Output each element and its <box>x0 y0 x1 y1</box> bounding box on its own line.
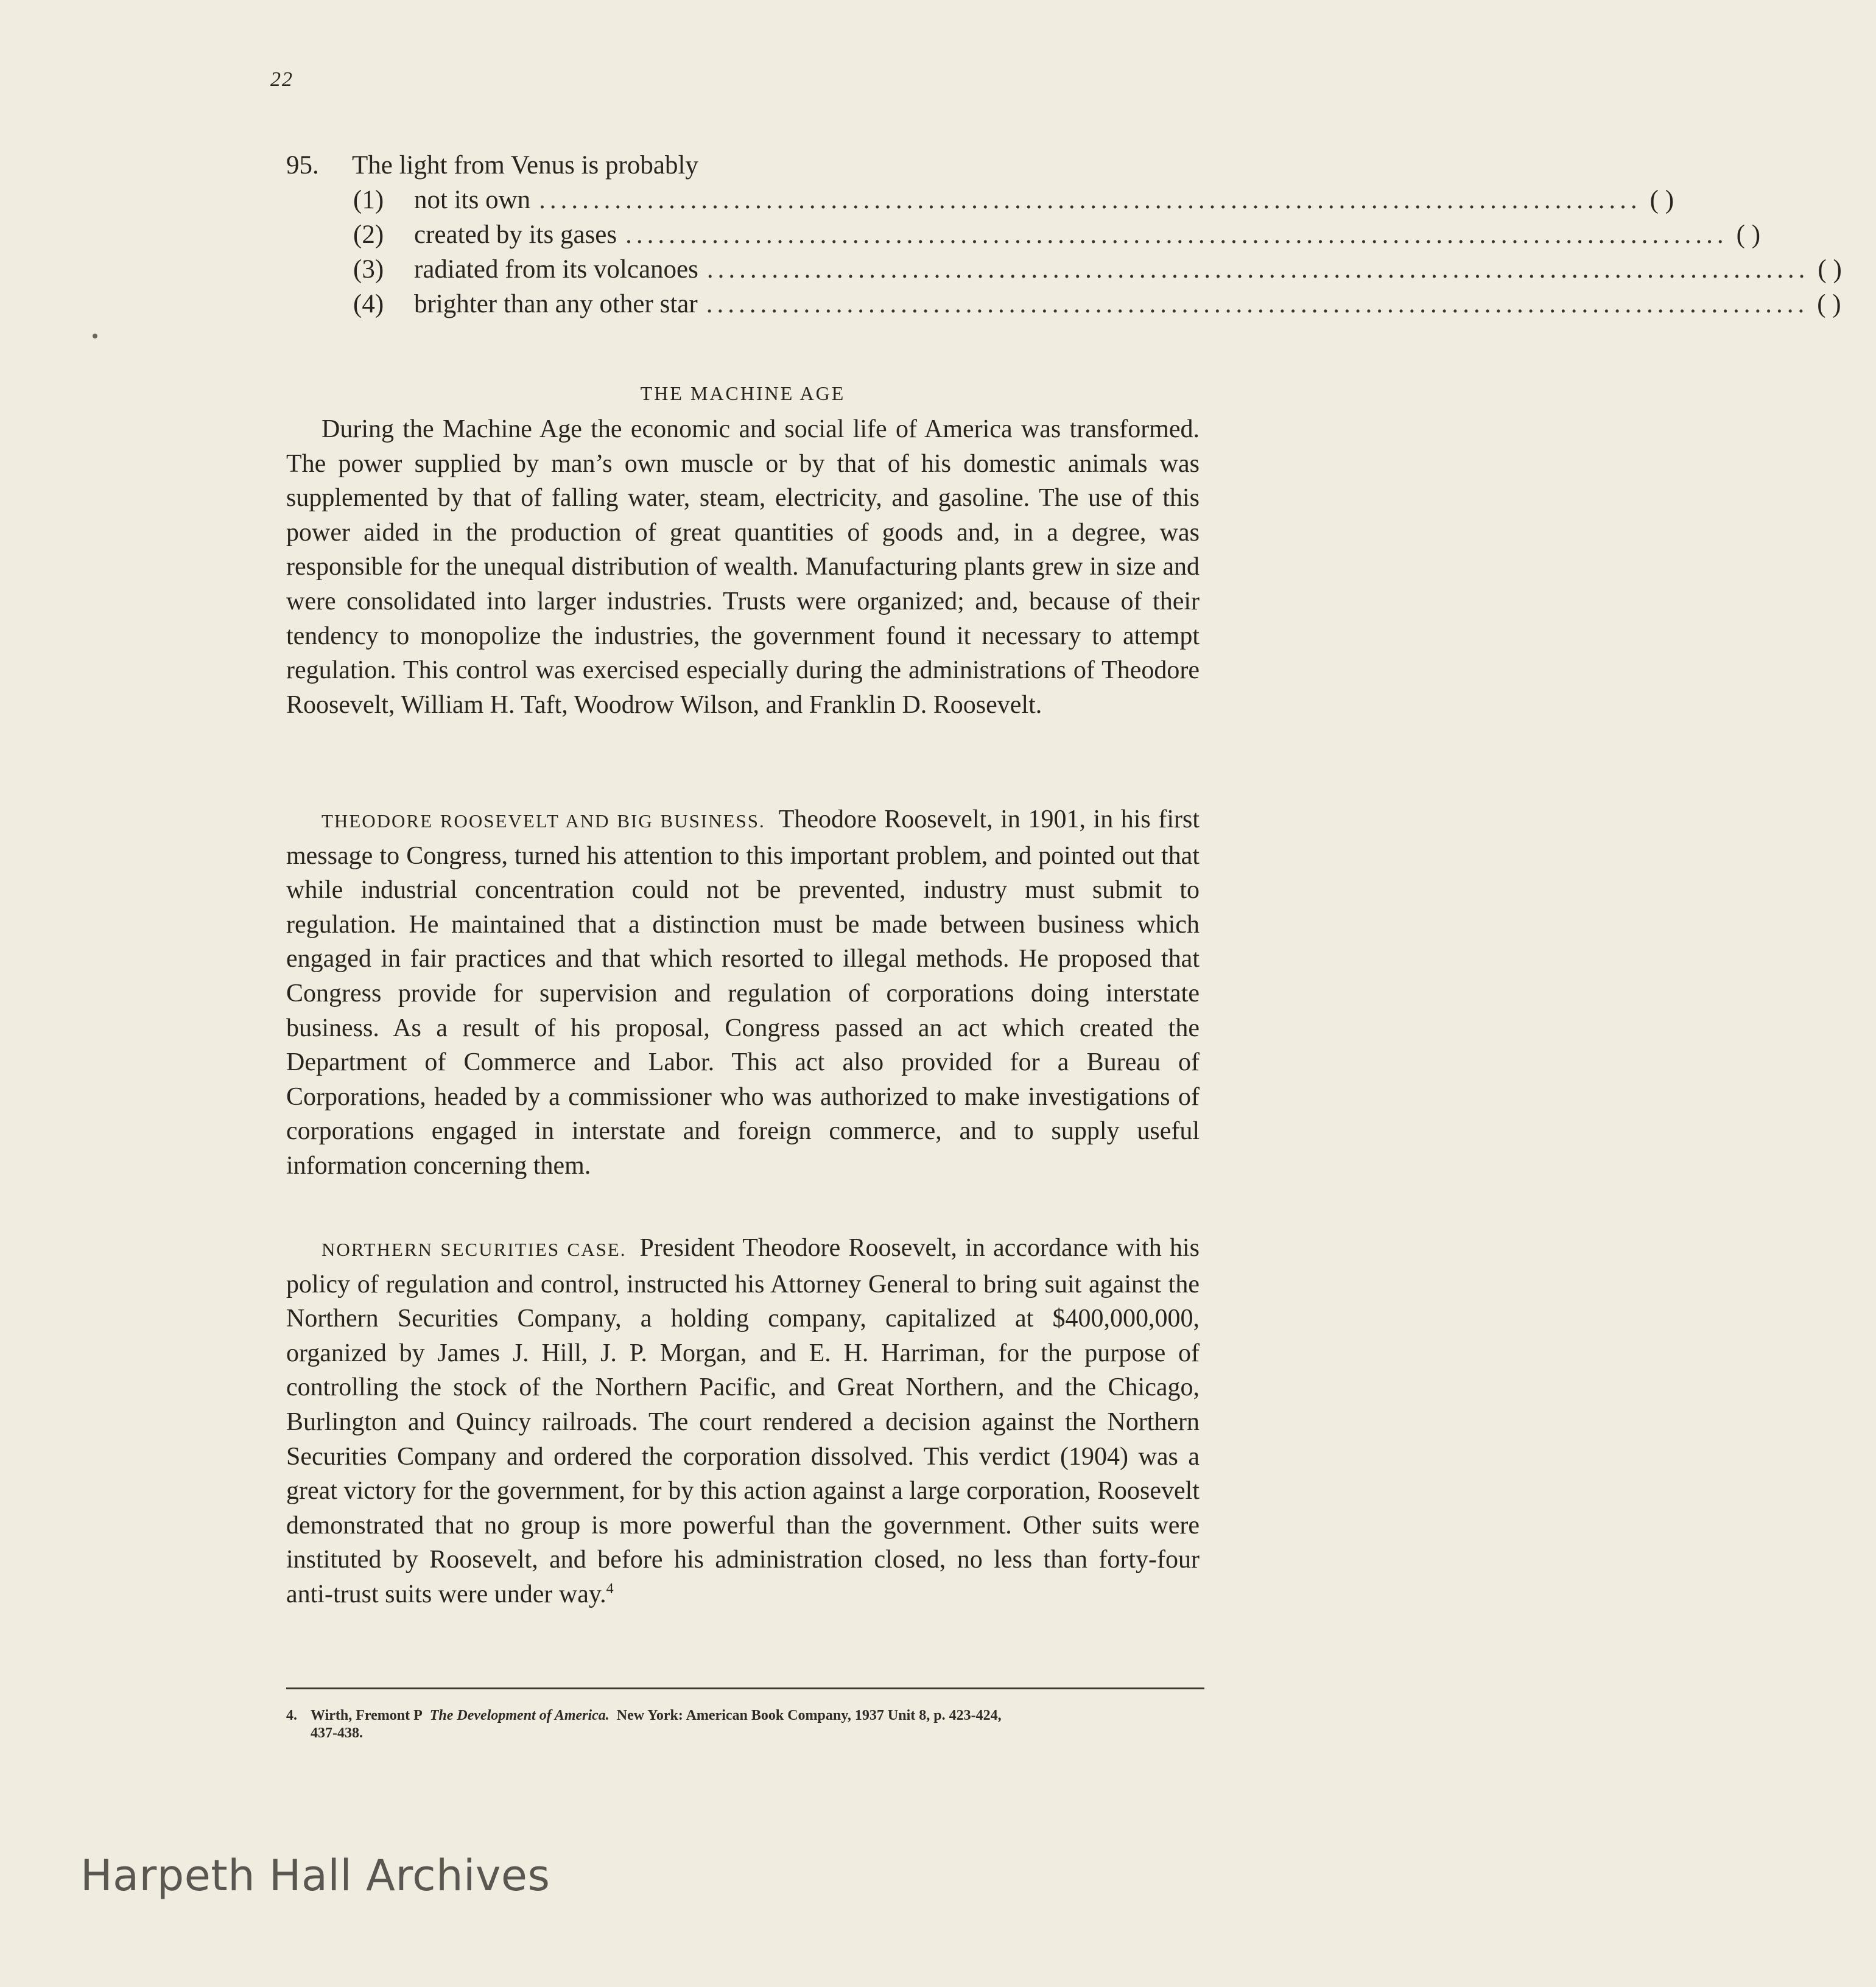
option-text: created by its gases <box>414 220 617 249</box>
answer-option <box>353 287 1841 321</box>
answer-option <box>353 252 1842 287</box>
option-number: (3) <box>353 255 384 284</box>
option-text: not its own <box>414 186 531 214</box>
run-in-heading: THEODORE ROOSEVELT AND BIG BUSINESS. <box>321 810 765 832</box>
footnote-details: New York: American Book Company, 1937 Unit 8, p. 423-424, <box>616 1708 1002 1723</box>
question-text: The light from Venus is probably <box>352 151 698 180</box>
dot-leader: ...................................................................................................... <box>625 220 1728 249</box>
footnote-title: The Development of America. <box>429 1708 610 1723</box>
answer-blank: ( ) <box>1817 290 1841 318</box>
question-number: 95. <box>286 151 319 180</box>
answer-blank: ( ) <box>1818 255 1842 284</box>
archive-watermark: Harpeth Hall Archives <box>80 1851 550 1901</box>
option-number: (1) <box>353 186 384 214</box>
paragraph-text: President Theodore Roosevelt, in accordance with his policy of regulation and control, instructed his Attorney General to bring suit against the Northern Securities Company, a holding company, capitalized at $400,000,000, organized by James J. Hill, J. P. Morgan, and E. H. Harriman, for the purpose of controlling the stock of the Northern Pacific, and Great Northern, and the Chicago, Burlington and Quincy railroads. The court rendered a decision against the Northern Securities Company and ordered the corporation dissolved. This verdict (1904) was a great victory for the government, for by this action against a large corporation, Roosevelt demonstrated that no group is more powerful than the government. Other suits were instituted by Roosevelt, and before his administration closed, no less than forty-four anti-trust suits were under way. <box>286 1234 1200 1608</box>
paragraph-body <box>286 802 1200 1183</box>
paragraph-machine-age <box>286 412 1200 722</box>
footnote <box>286 1707 1206 1742</box>
paragraph-northern-securities <box>286 1231 1200 1612</box>
paragraph-text: Theodore Roosevelt, in 1901, in his first message to Congress, turned his attention to this important problem, and pointed out that while industrial concentration could not be prevented, industry must submit to regulation. He maintained that a distinction must be made between business which engaged in fair practices and that which resorted to illegal methods. He proposed that Congress provide for supervision and regulation of corporations doing interstate business. As a result of his proposal, Congress passed an act which created the Department of Commerce and Labor. This act also provided for a Bureau of Corporations, headed by a commissioner who was authorized to make investigations of corporations engaged in interstate and foreign commerce, and to supply useful information concerning them. <box>286 805 1200 1180</box>
question-95 <box>286 149 1842 321</box>
option-number: (2) <box>353 220 384 249</box>
question-stem <box>286 149 1200 183</box>
footnote-author: Wirth, Fremont P <box>311 1708 423 1723</box>
run-in-heading: NORTHERN SECURITIES CASE. <box>321 1239 627 1260</box>
footnote-number: 4. <box>286 1708 297 1723</box>
dot-leader: ...................................................................................................... <box>706 255 1810 284</box>
footnote-reference: 4 <box>606 1580 614 1597</box>
option-text: brighter than any other star <box>414 290 698 318</box>
option-text: radiated from its volcanoes <box>414 255 698 284</box>
dot-leader: ...................................................................................................... <box>539 186 1642 214</box>
footnote-pages: 437-438. <box>311 1725 363 1741</box>
footnote-divider <box>286 1687 1204 1689</box>
answer-blank: ( ) <box>1649 186 1674 214</box>
ink-speck <box>93 334 97 338</box>
page-number: 22 <box>270 68 293 91</box>
dot-leader: ...................................................................................................... <box>706 290 1809 318</box>
paragraph-body <box>286 1231 1200 1612</box>
paragraph-text: During the Machine Age the economic and social life of America was transformed. The power supplied by man’s own muscle or by that of his domestic animals was supplemented by that of falling water, steam, electricity, and gasoline. The use of this power aided in the production of great quantities of goods and, in a degree, was responsible for the unequal distribution of wealth. Manufacturing plants grew in size and were consolidated into larger industries. Trusts were organized; and, because of their tendency to monopolize the industries, the government found it necessary to attempt regulation. This control was exercised especially during the administrations of Theodore Roosevelt, William H. Taft, Woodrow Wilson, and Franklin D. Roosevelt. <box>286 415 1200 719</box>
answer-options <box>286 183 1842 321</box>
answer-option <box>353 217 1761 252</box>
answer-option <box>353 183 1674 217</box>
paragraph-roosevelt-big-business <box>286 802 1200 1183</box>
section-heading: THE MACHINE AGE <box>640 382 846 404</box>
answer-blank: ( ) <box>1736 220 1761 249</box>
option-number: (4) <box>353 290 384 318</box>
